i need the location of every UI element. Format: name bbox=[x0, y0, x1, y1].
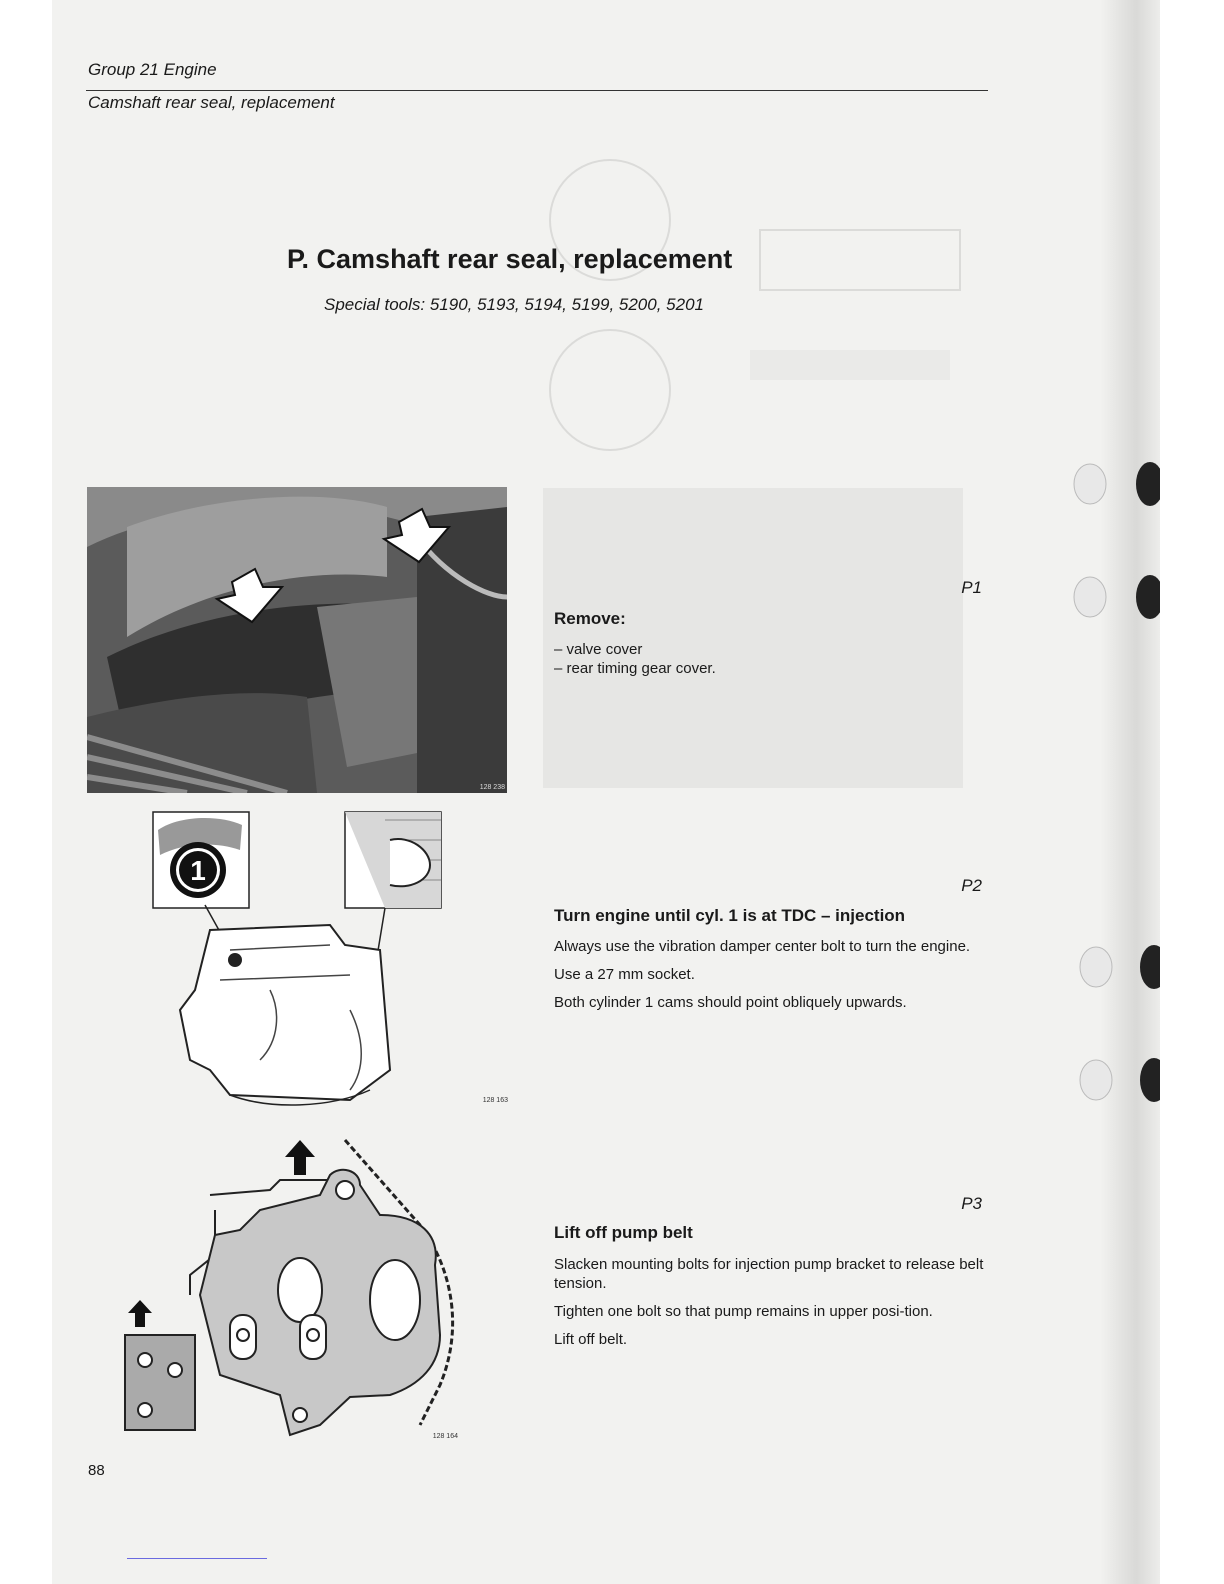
step-heading-p3: Lift off pump belt bbox=[554, 1223, 693, 1242]
tdc-diagram bbox=[150, 810, 515, 1110]
figure-number: 128 238 bbox=[479, 784, 505, 791]
figure-number: 128 164 bbox=[432, 1433, 458, 1440]
figure-number: 128 163 bbox=[482, 1097, 508, 1104]
footer-link-underline bbox=[127, 1558, 267, 1559]
step-label-p1: P1 bbox=[961, 578, 982, 597]
step-label-p3: P3 bbox=[961, 1194, 982, 1213]
step-label-p2: P2 bbox=[961, 876, 982, 895]
step-text-p3 bbox=[554, 1255, 984, 1358]
special-tools: Special tools: 5190, 5193, 5194, 5199, 5200, 5201 bbox=[324, 295, 704, 314]
step-line: Tighten one bolt so that pump remains in upper posi-tion. bbox=[554, 1303, 933, 1320]
step-text-p1 bbox=[554, 640, 984, 678]
binder-holes bbox=[1068, 462, 1160, 1122]
engine-photo bbox=[87, 487, 507, 793]
step-line: Both cylinder 1 cams should point obliquely upwards. bbox=[554, 994, 907, 1011]
header-rule bbox=[86, 90, 988, 91]
pump-belt-diagram bbox=[120, 1135, 480, 1445]
scan-margin bbox=[1160, 0, 1224, 1584]
header-group: Group 21 Engine bbox=[88, 60, 217, 79]
page-number: 88 bbox=[88, 1462, 105, 1479]
step-heading-p2: Turn engine until cyl. 1 is at TDC – injection bbox=[554, 906, 906, 925]
step-line: – rear timing gear cover. bbox=[554, 660, 716, 677]
cylinder-callout: 1 bbox=[190, 855, 206, 886]
step-line: Always use the vibration damper center bolt to turn the engine. bbox=[554, 938, 971, 955]
header-section: Camshaft rear seal, replacement bbox=[88, 93, 335, 112]
step-line: Use a 27 mm socket. bbox=[554, 966, 695, 983]
bleed-through-photo bbox=[543, 488, 963, 788]
step-line: Lift off belt. bbox=[554, 1331, 628, 1348]
step-line: – valve cover bbox=[554, 641, 643, 658]
step-heading-p1: Remove: bbox=[554, 609, 626, 628]
step-line: Slacken mounting bolts for injection pump bracket to release belt tension. bbox=[554, 1256, 984, 1292]
page-title: P. Camshaft rear seal, replacement bbox=[287, 244, 733, 274]
step-text-p2 bbox=[554, 937, 984, 1021]
